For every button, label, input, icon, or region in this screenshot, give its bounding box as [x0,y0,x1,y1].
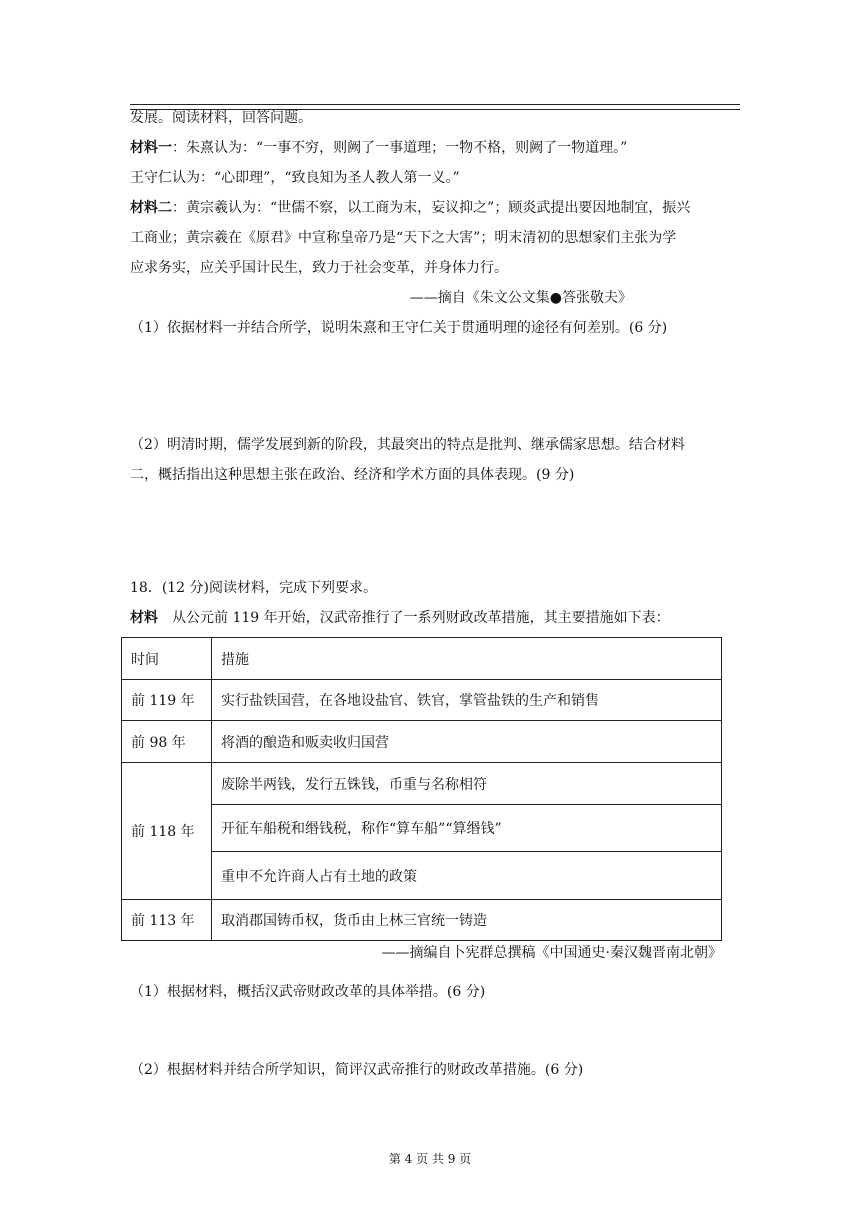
table-row [122,680,722,721]
intro-tail: 发展。阅读材料，回答问题。 [130,110,312,126]
material-2-text: ：黄宗羲认为：“世儒不察，以工商为末，妄议抑之”；顾炎武提出要因地制宜，振兴 [172,200,691,216]
material-2-line-3: 应求务实，应关乎国计民生，致力于社会变革，并身体力行。 [130,260,508,276]
table-row [122,852,722,900]
measures-table [121,637,722,941]
row-time: 前 113 年 [122,900,212,941]
header-time: 时间 [122,638,212,680]
material-2-line-2: 工商业；黄宗羲在《原君》中宣称皇帝乃是“天下之大害”；明末清初的思想家们主张为学 [130,230,677,246]
material-1-line-2: 王守仁认为：“心即理”，“致良知为圣人教人第一义。” [130,170,460,186]
header-rule-thick [130,104,740,105]
question-1: （1）依据材料一并结合所学，说明朱熹和王守仁关于贯通明理的途径有何差别。(6 分) [130,320,668,336]
question-18-material-label: 材料 [130,610,158,626]
row-measure: 废除半两钱，发行五铢钱，币重与名称相符 [212,763,722,805]
row-measure: 开征车船税和缗钱税，称作“算车船”“算缗钱” [212,805,722,852]
table-row [122,900,722,941]
question-18-material-text: 从公元前 119 年开始，汉武帝推行了一系列财政改革措施，其主要措施如下表： [172,610,670,626]
row-measure: 将酒的酿造和贩卖收归国营 [212,721,722,763]
row-time: 前 119 年 [122,680,212,721]
material-1-text: ：朱熹认为：“一事不穷，则阙了一事道理；一物不格，则阙了一物道理。” [172,140,628,156]
header-measures: 措施 [212,638,722,680]
question-18-2: （2）根据材料并结合所学知识，简评汉武帝推行的财政改革措施。(6 分) [130,1062,584,1078]
table-row [122,805,722,852]
table-row [122,721,722,763]
material-2-line-1 [130,198,690,218]
question-18-source: ——摘编自卜宪群总撰稿《中国通史·秦汉魏晋南北朝》 [381,945,722,961]
page-footer: 第 4 页 共 9 页 [388,1152,472,1166]
row-measure: 取消郡国铸币权，货币由上林三官统一铸造 [212,900,722,941]
question-18-1: （1）根据材料，概括汉武帝财政改革的具体举措。(6 分) [130,984,486,1000]
question-2-line-2: 二，概括指出这种思想主张在政治、经济和学术方面的具体表现。(9 分) [130,467,575,483]
table-row [122,763,722,805]
question-2-line-1: （2）明清时期，儒学发展到新的阶段，其最突出的特点是批判、继承儒家思想。结合材料 [130,437,685,453]
material-1-line-1 [130,138,627,158]
material-2-source: ——摘自《朱文公文集●答张敬夫》 [409,290,632,306]
row-measure: 重申不允许商人占有土地的政策 [212,852,722,900]
question-18-head: 18．(12 分)阅读材料，完成下列要求。 [130,580,378,596]
row-time: 前 98 年 [122,721,212,763]
table-header-row [122,638,722,680]
material-2-label: 材料二 [130,200,172,216]
question-18-material [130,608,670,628]
row-time: 前 118 年 [122,763,212,900]
material-1-label: 材料一 [130,140,172,156]
row-measure: 实行盐铁国营，在各地设盐官、铁官，掌管盐铁的生产和销售 [212,680,722,721]
